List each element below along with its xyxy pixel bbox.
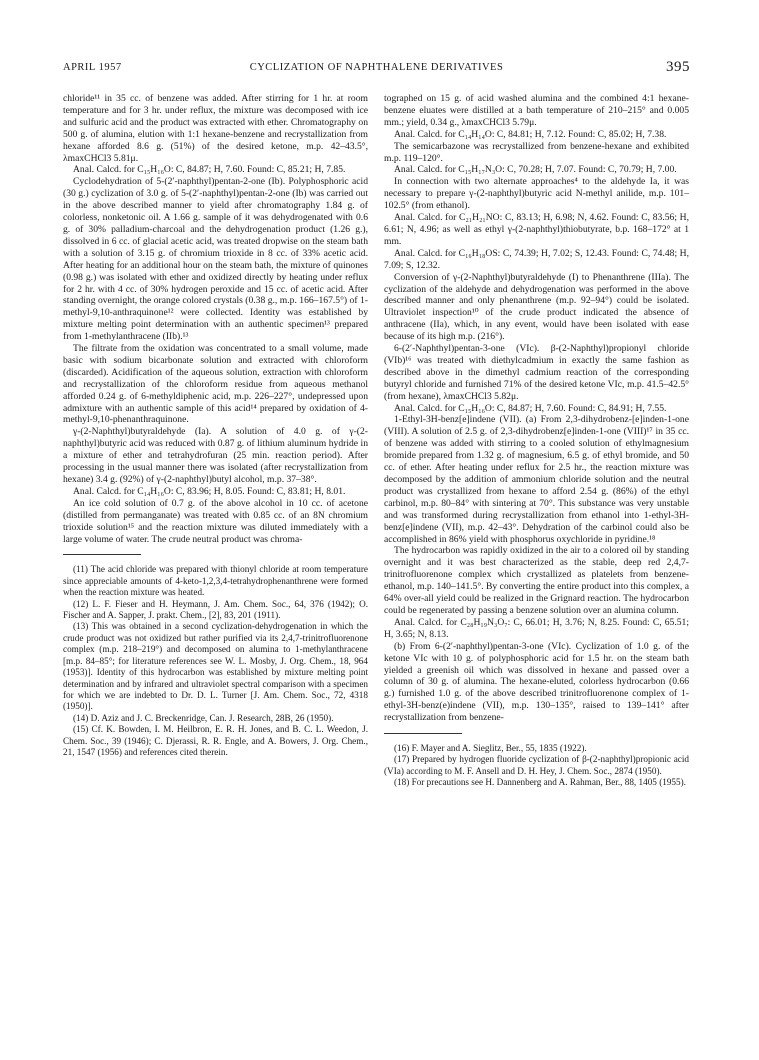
paragraph: Anal. Calcd. for C₁₅H₁₇N₃O: C, 70.28; H, 7.07. Found: C, 70.79; H, 7.00. bbox=[394, 164, 677, 176]
paragraph: Anal. Calcd. for C₁₆H₁₈OS: C, 74.39; H, 7.02; S, 12.43. Found: C, 74.48; H, 7.09; S, 12.32. bbox=[384, 247, 689, 271]
footnote: (13) This was obtained in a second cyclization-dehydrogenation in which the crude product was not oxidized but rather purified via its 2,4,7-trinitrofluorenone complex (m.p. 218–219°) and decomposed on alumina to 1-methylanthracene [m.p. 84–85°; for literature references see W. L. Mosby, J. Org. Chem., 18, 964 (1953)]. Identity of this hydrocarbon was established by mixture melting point determination and by infrared and ultraviolet spectral comparison with a specimen for which we are indebted to Dr. D. L. Turner [J. Am. Chem. Soc., 72, 4318 (1950)]. bbox=[63, 621, 368, 712]
right-footnotes bbox=[384, 743, 689, 789]
right-column bbox=[384, 93, 689, 789]
footnote: (16) F. Mayer and A. Sieglitz, Ber., 55, 1835 (1922). bbox=[394, 743, 587, 754]
paragraph: The semicarbazone was recrystallized from benzene-hexane and exhibited m.p. 119–120°. bbox=[384, 140, 689, 164]
footnote: (18) For precautions see H. Dannenberg and A. Rahman, Ber., 88, 1405 (1955). bbox=[394, 777, 686, 788]
paragraph: 1-Ethyl-3H-benz[e]indene (VII). (a) From 2,3-dihydrobenz-[e]inden-1-one (VIII). A solution of 2.5 g. of 2,3-dihydrobenz[e]inden-1-one (VIII)¹⁷ in 35 cc. of benzene was added with stirring to a cooled solution of ethylmagnesium bromide prepared from 1.32 g. of magnesium, 6.5 g. of ethyl bromide, and 50 cc. of ether. After heating under reflux for 2.5 hr., the reaction mixture was decomposed by the addition of ammonium chloride solution and the neutral product was crystallized from hexane to afford 2.54 g. (86%) of the ethyl carbinol, m.p. 80–84° with sintering at 70°. This substance was very unstable and was transformed during recrystallization from ethanol into 1-ethyl-3H-benz[e]indene (VII), m.p. 42–43°. Dehydration of the carbinol could also be accomplished in 86% yield with phosphorus oxychloride in pyridine.¹⁸ bbox=[384, 414, 689, 545]
paragraph: Anal. Calcd. for C₁₄H₁₆O: C, 83.96; H, 8.05. Found: C, 83.81; H, 8.01. bbox=[73, 485, 346, 497]
paragraph: Anal. Calcd. for C₁₅H₁₆O: C, 84.87; H, 7.60. Found: C, 84.91; H, 7.55. bbox=[394, 402, 667, 414]
footnote-divider bbox=[384, 733, 462, 734]
paragraph: (b) From 6-(2′-naphthyl)pentan-3-one (VIc). Cyclization of 1.0 g. of the ketone VIc with 10 g. of polyphosphoric acid for 1.5 hr. on the steam bath yielded a greenish oil which was dissolved in hexane and passed over a column of 30 g. of alumina. The hexane-eluted, colorless hydrocarbon (0.66 g.) furnished 1.0 g. of the above described trinitrofluorenone complex of 1-ethyl-3H-benz(e)indene (VII), m.p. 130–135°, raised to 139–141° after recrystallization from benzene- bbox=[384, 640, 689, 724]
right-body bbox=[384, 93, 689, 724]
paragraph: tographed on 15 g. of acid washed alumina and the combined 4:1 hexane-benzene eluates were distilled at a bath temperature of 210–215° and 0.005 mm.; yield, 0.34 g., λmaxCHCl3 5.79μ. bbox=[384, 93, 689, 128]
paragraph: The filtrate from the oxidation was concentrated to a small volume, made basic with sodium bicarbonate solution and extracted with chloroform (discarded). Acidification of the aqueous solution, extraction with chloroform and recrystallization of the chloroform residue from aqueous methanol afforded 0.24 g. of 6-methyldiphenic acid, m.p. 226–227°, undepressed upon admixture with an authentic sample of this acid¹⁴ prepared by oxidation of 4-methyl-9,10-phenanthraquinone. bbox=[63, 343, 368, 426]
paragraph: Anal. Calcd. for C₁₄H₁₄O: C, 84.81; H, 7.12. Found: C, 85.02; H, 7.38. bbox=[394, 128, 667, 140]
footnote: (15) Cf. K. Bowden, I. M. Heilbron, E. R. H. Jones, and B. C. L. Weedon, J. Chem. Soc., 39 (1946); C. Djerassi, R. R. Engle, and A. Bowers, J. Org. Chem., 21, 1547 (1956) and references cited therein. bbox=[63, 724, 368, 757]
footnote-divider bbox=[63, 554, 141, 555]
page-number: 395 bbox=[666, 59, 690, 75]
paragraph: Cyclodehydration of 5-(2′-naphthyl)pentan-2-one (Ib). Polyphosphoric acid (30 g.) cyclization of 3.0 g. of 5-(2′-naphthyl)pentan-2-one (Ib) was carried out in the above described manner to yield after chromatography 1.84 g. of colorless, nonketonic oil. A 1.66 g. sample of it was dehydrogenated with 0.6 g. of 30% palladium-charcoal and the dehydrogenation product (1.26 g.), dissolved in 6 cc. of glacial acetic acid, was treated dropwise on the steam bath with a solution of 3.15 g. of chromium trioxide in 8 cc. of 33% acetic acid. After heating for an additional hour on the steam bath, the mixture of quinones (0.98 g.) was isolated with ether and oxidized directly by heating under reflux for 2 hr. with 4 cc. of 30% hydrogen peroxide and 15 cc. of acetic acid. After standing overnight, the orange colored crystals (0.38 g., m.p. 166–167.5°) of 1-methyl-9,10-anthraquinone¹² were collected. Identity was established by mixture melting point determination with an authentic specimen¹³ prepared from 1-methylanthracene (IIb).¹³ bbox=[63, 176, 368, 343]
paragraph: In connection with two alternate approaches⁴ to the aldehyde Ia, it was necessary to prepare γ-(2-naphthyl)butyric acid N-methyl anilide, m.p. 101–102.5° (from ethanol). bbox=[384, 176, 689, 212]
footnote: (12) L. F. Fieser and H. Heymann, J. Am. Chem. Soc., 64, 376 (1942); O. Fischer and A. Sapper, J. prakt. Chem., [2], 83, 201 (1911). bbox=[63, 598, 368, 621]
paragraph: Anal. Calcd. for C₂₈H₁₉N₃O₇: C, 66.01; H, 3.76; N, 8.25. Found: C, 65.51; H, 3.65; N, 8.13. bbox=[384, 616, 689, 640]
running-title: CYCLIZATION OF NAPHTHALENE DERIVATIVES bbox=[249, 62, 504, 73]
left-body bbox=[63, 93, 368, 545]
paragraph: γ-(2-Naphthyl)butyraldehyde (Ia). A solution of 4.0 g. of γ-(2-naphthyl)butyric acid was reduced with 0.87 g. of lithium aluminum hydride in a mixture of ether and tetrahydrofuran (25 min. reaction period). After processing in the usual manner there was isolated (after recrystallization from hexane) 3.4 g. (92%) of γ-(2-naphthyl)butyl alcohol, m.p. 37–38°. bbox=[63, 426, 368, 485]
left-footnotes bbox=[63, 564, 368, 758]
footnote: (14) D. Aziz and J. C. Breckenridge, Can. J. Research, 28B, 26 (1950). bbox=[73, 712, 334, 723]
left-column bbox=[63, 93, 368, 758]
paragraph: 6-(2′-Naphthyl)pentan-3-one (VIc). β-(2-Naphthyl)propionyl chloride (VIb)¹⁶ was treated with diethylcadmium in exactly the same fashion as described above in the dimethyl cadmium reaction of the corresponding butyryl chloride and furnished 71% of the desired ketone VIc, m.p. 41.5–42.5° (from hexane), λmaxCHCl3 5.82μ. bbox=[384, 343, 689, 402]
paragraph: The hydrocarbon was rapidly oxidized in the air to a colored oil by standing overnight and it was best characterized as the stable, deep red 2,4,7-trinitrofluorenone complex which crystallized as platelets from benzene-ethanol, m.p. 140–141.5°. By converting the entire product into this complex, a 64% over-all yield could be realized in the Grignard reaction. The hydrocarbon could be regenerated by passing a benzene solution over an alumina column. bbox=[384, 545, 689, 616]
footnote: (17) Prepared by hydrogen fluoride cyclization of β-(2-naphthyl)propionic acid (VIa) according to M. F. Ansell and D. H. Hey, J. Chem. Soc., 2874 (1950). bbox=[384, 754, 689, 776]
paragraph: Anal. Calcd. for C₂₁H₂₁NO: C, 83.13; H, 6.98; N, 4.62. Found: C, 83.56; H, 6.61; N, 4.96; as well as ethyl γ-(2-naphthyl)thiobutyrate, b.p. 168–172° at 1 mm. bbox=[384, 212, 689, 247]
paragraph: An ice cold solution of 0.7 g. of the above alcohol in 10 cc. of acetone (distilled from permanganate) was treated with 0.85 cc. of an 8N chromium trioxide solution¹⁵ and the reaction mixture was diluted immediately with a large volume of water. The crude neutral product was chroma- bbox=[63, 497, 368, 545]
paragraph: Conversion of γ-(2-Naphthyl)butyraldehyde (I) to Phenanthrene (IIIa). The cyclization of the aldehyde and dehydrogenation was performed in the above described manner and only phenanthrene (m.p. 92–94°) could be isolated. Ultraviolet inspection¹⁰ of the crude product indicated the absence of anthracene (IIa), which, in any event, would have been isolated with ease because of its high m.p. (216°). bbox=[384, 271, 689, 343]
issue-date: APRIL 1957 bbox=[63, 62, 122, 73]
running-header bbox=[63, 59, 690, 78]
paragraph: Anal. Calcd. for C₁₅H₁₆O: C, 84.87; H, 7.60. Found: C, 85.21; H, 7.85. bbox=[73, 164, 346, 176]
paragraph: chloride¹¹ in 35 cc. of benzene was added. After stirring for 1 hr. at room temperature and for 3 hr. under reflux, the mixture was decomposed with ice and sulfuric acid and the product was extracted with ether. Chromatography on 500 g. of alumina, elution with 1:1 hexane-benzene and recrystallization from hexane afforded 8.6 g. (51%) of the desired ketone, m.p. 42–43.5°, λmaxCHCl3 5.81μ. bbox=[63, 93, 368, 164]
footnote: (11) The acid chloride was prepared with thionyl chloride at room temperature since appreciable amounts of 4-keto-1,2,3,4-tetrahydrophenanthrene were formed when the reaction mixture was heated. bbox=[63, 564, 368, 598]
